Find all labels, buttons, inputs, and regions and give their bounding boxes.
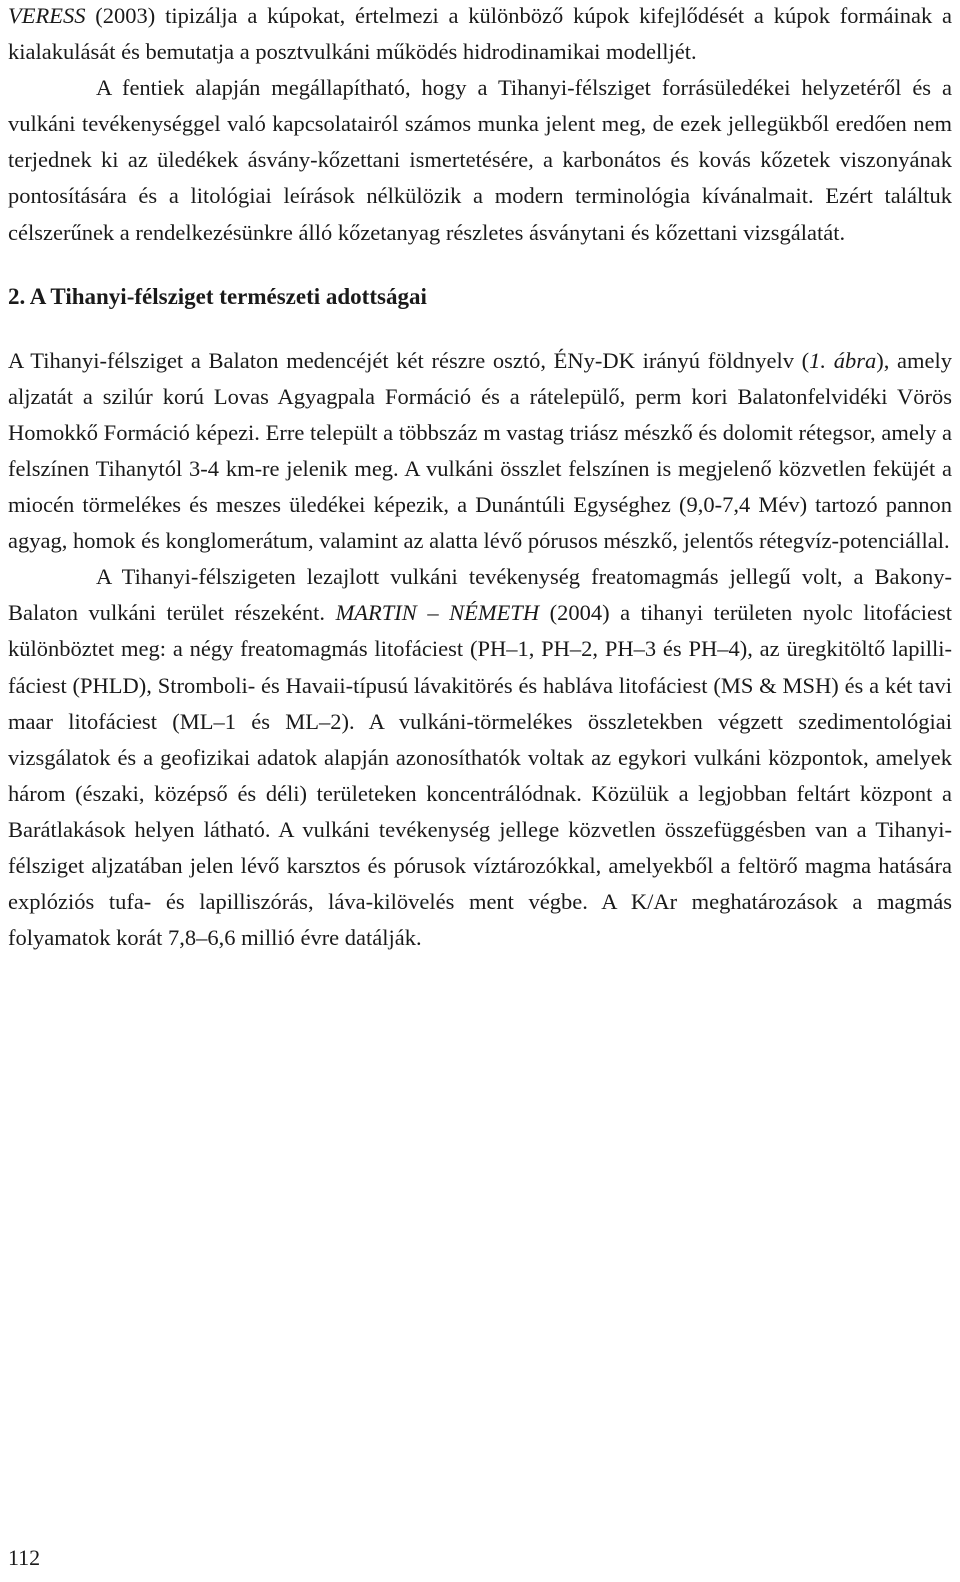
paragraph-veress — [8, 0, 952, 70]
paragraph-geology-text-1: A Tihanyi-félsziget a Balaton medencéjét két részre osztó, ÉNy-DK irányú földnyelv ( — [8, 347, 810, 373]
section-heading: 2. A Tihanyi-félsziget természeti adottságai — [8, 283, 427, 309]
paragraph-previous-work-text: A fentiek alapján megállapítható, hogy a Tihanyi-félsziget forrásüledékei helyzetéről és a vulkáni tevékenységgel való kapcsolatairól számos munka jelent meg, de ezek jellegükből eredően nem terjednek ki az üledékek ásvány-kőzettani ismertetésére, a karbonátos és kovás kőzetek viszonyának pontosítására és a litológiai leírások nélkülözik a modern terminológia kívánalmait. Ezért találtuk célszerűnek a rendelkezésünkre álló kőzetanyag részletes ásványtani és kőzettani vizsgálatát. — [8, 75, 952, 245]
author-martin-nemeth: MARTIN – NÉMETH — [335, 600, 540, 626]
page-number: 112 — [8, 1545, 41, 1570]
author-veress: VERESS — [8, 3, 86, 28]
paragraph-geology-text-2: ), amely aljzatát a szilúr korú Lovas Agyagpala Formáció és a rátelepülő, perm kori Balatonfelvidéki Vörös Homokkő Formáció képezi. Erre települt a többszáz m vastag triász mészkő és dolomit rétegsor, amely a felszínen Tihanytól 3-4 km-re jelenik meg. A vulkáni összlet felszínen is megjelenő közvetlen feküjét a miocén törmelékes és meszes üledékei képezik, a Dunántúli Egységhez (9,0-7,4 Mév) tartozó pannon agyag, homok és konglomerátum, valamint az alatta lévő pórusos mészkő, jelentős rétegvíz-potenciállal. — [8, 347, 953, 554]
figure-reference: 1. ábra — [809, 347, 877, 373]
paragraph-geology — [8, 343, 952, 560]
paragraph-volcanism — [8, 559, 952, 956]
paragraph-volcanism-text-2: (2004) a tihanyi területen nyolc litofáciest különböztet meg: a négy freatomagmás litofáciest (PH–1, PH–2, PH–3 és PH–4), az üregkitöltő lapilli-fáciest (PHLD), Stromboli- és Havaii-típusú lávakitörés és hablávа litofáciest (MS & MSH) és a két tavi maar litofáciest (ML–1 és ML–2). A vulkáni-törmelékes összletekben végzett szedimentológiai vizsgálatok és a geofizikai adatok alapján azonosíthatók voltak az egykori vulkáni központok, amelyek három (északi, középső és déli) területeken koncentrálódnak. Közülük a legjobban feltárt központ a Barátlakások helyen látható. A vulkáni tevékenység jellege közvetlen összefüggésben van a Tihanyi-félsziget aljzatában jelen lévő karsztos és pórusok víztározókkal, amelyekből a feltörő magma hatására explóziós tufa- és lapilliszórás, láva-kilövelés ment végbe. A K/Ar meghatározások a magmás folyamatok korát 7,8–6,6 millió évre datálják. — [8, 600, 953, 951]
page-body — [8, 0, 952, 956]
paragraph-veress-text: (2003) tipizálja a kúpokat, értelmezi a különböző kúpok kifejlődését a kúpok formáinak a kialakulását és bemutatja a posztvulkáni működés hidrodinamikai modelljét. — [8, 3, 952, 65]
paragraph-volcanism-text-1: A Tihanyi-félszigeten lezajlott vulkáni tevékenység freatomagmás jellegű volt, a Bakony-Balaton vulkáni terület részeként. — [8, 564, 952, 626]
paragraph-previous-work — [8, 70, 952, 250]
